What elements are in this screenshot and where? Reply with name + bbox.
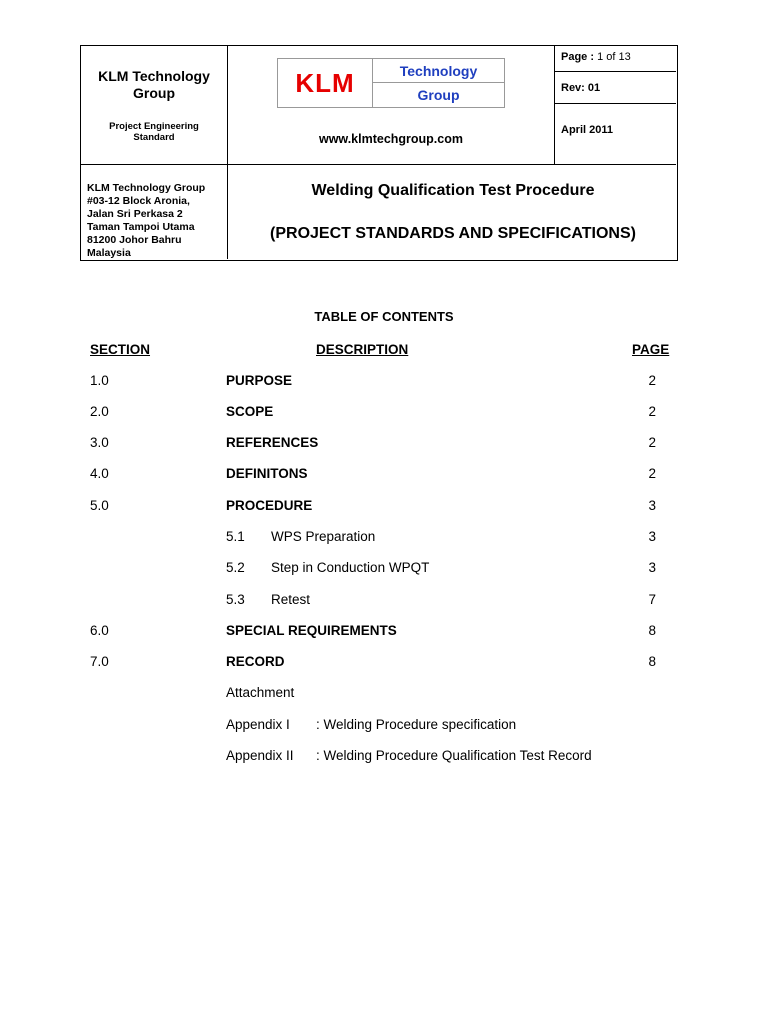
address-line: KLM Technology Group	[87, 182, 206, 194]
toc-page-number: 2	[648, 373, 656, 388]
toc-section-title[interactable]: SPECIAL REQUIREMENTS	[226, 623, 397, 638]
header-table	[80, 45, 678, 261]
toc-section-title[interactable]: REFERENCES	[226, 435, 319, 450]
address-line: Jalan Sri Perkasa 2	[87, 208, 183, 220]
toc-page-number: 8	[648, 654, 656, 669]
toc-subsection-title[interactable]: Step in Conduction WPQT	[271, 560, 430, 575]
appendix-label[interactable]: Appendix I	[226, 717, 290, 732]
toc-page-number: 2	[648, 466, 656, 481]
company-name-line: KLM Technology	[98, 68, 210, 84]
logo-group-text: Group	[417, 87, 460, 103]
toc-section-number: 1.0	[90, 373, 109, 388]
toc-section-number: 3.0	[90, 435, 109, 450]
date: April 2011	[561, 124, 613, 136]
toc-section-number: 7.0	[90, 654, 109, 669]
toc-page-number: 7	[648, 592, 656, 607]
company-subtitle-line: Standard	[133, 132, 175, 143]
address-block	[87, 182, 205, 260]
company-subtitle-line: Project Engineering	[109, 121, 199, 132]
toc-section-title[interactable]: RECORD	[226, 654, 285, 669]
appendix-text[interactable]: : Welding Procedure specification	[316, 717, 517, 732]
page-label: Page :	[561, 51, 595, 63]
address-line: #03-12 Block Aronia,	[87, 195, 190, 207]
address-line: Taman Tampoi Utama	[87, 221, 195, 233]
company-subtitle	[81, 121, 227, 143]
logo-technology-text: Technology	[373, 59, 504, 83]
page-value: 1 of 13	[597, 51, 631, 63]
toc-page-number: 8	[648, 623, 656, 638]
toc-section-title[interactable]: PURPOSE	[226, 373, 293, 388]
toc-section-number: 6.0	[90, 623, 109, 638]
divider	[554, 71, 676, 72]
revision: Rev: 01	[561, 82, 601, 94]
toc-subsection-number: 5.2	[226, 560, 245, 575]
address-line: Malaysia	[87, 247, 131, 259]
toc-subsection-number: 5.3	[226, 592, 245, 607]
toc-section-title[interactable]: PROCEDURE	[226, 498, 313, 513]
divider	[554, 46, 555, 164]
toc-subsection-title[interactable]: Retest	[271, 592, 311, 607]
document-subtitle: (PROJECT STANDARDS AND SPECIFICATIONS)	[270, 225, 636, 242]
company-name	[81, 68, 227, 102]
col-header-description: DESCRIPTION	[316, 342, 409, 357]
klm-logo	[277, 58, 505, 108]
toc-page-number: 2	[648, 404, 656, 419]
address-line: 81200 Johor Bahru	[87, 234, 182, 246]
toc-section-number: 2.0	[90, 404, 109, 419]
document-title: Welding Qualification Test Procedure	[311, 182, 595, 199]
col-header-page: PAGE	[632, 342, 670, 357]
toc-section-number: 4.0	[90, 466, 109, 481]
divider	[81, 164, 676, 165]
page-info	[561, 51, 631, 63]
toc-page-number: 3	[648, 560, 656, 575]
toc-section-title[interactable]: SCOPE	[226, 404, 274, 419]
toc-heading: TABLE OF CONTENTS	[314, 309, 454, 324]
toc-page-number: 3	[648, 498, 656, 513]
toc-subsection-title[interactable]: WPS Preparation	[271, 529, 376, 544]
company-name-line: Group	[133, 85, 175, 101]
col-header-section: SECTION	[90, 342, 151, 357]
toc-section-number: 5.0	[90, 498, 109, 513]
toc-page-number: 2	[648, 435, 656, 450]
appendix-label[interactable]: Appendix II	[226, 748, 294, 763]
appendix-text[interactable]: : Welding Procedure Qualification Test Record	[316, 748, 592, 763]
attachment-label: Attachment	[226, 685, 295, 700]
website-link[interactable]: www.klmtechgroup.com	[318, 132, 463, 146]
toc-page-number: 3	[648, 529, 656, 544]
logo-klm-text: KLM	[278, 59, 373, 107]
toc-section-title[interactable]: DEFINITONS	[226, 466, 308, 481]
divider	[554, 103, 676, 104]
toc-subsection-number: 5.1	[226, 529, 245, 544]
